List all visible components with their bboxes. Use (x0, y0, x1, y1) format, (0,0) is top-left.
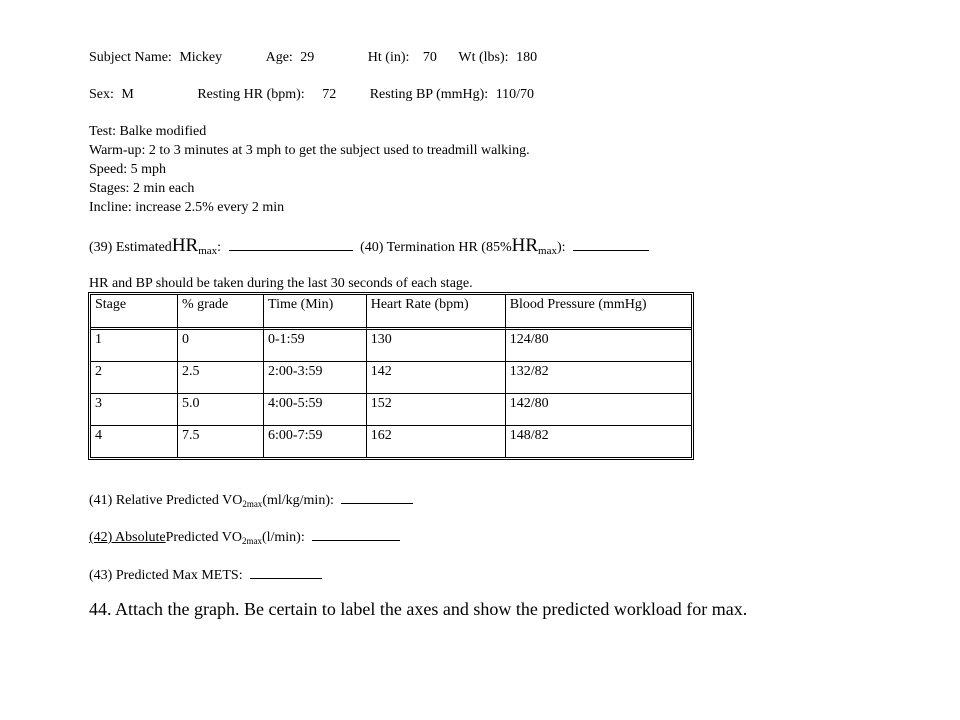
q41-prefix: (41) Relative Predicted VO (89, 493, 243, 508)
subject-name-value: Mickey (179, 50, 223, 65)
cell-time: 6:00-7:59 (264, 426, 367, 457)
cell-stage: 1 (91, 330, 178, 362)
sex-label: Sex: (89, 87, 114, 102)
cell-stage: 4 (91, 426, 178, 457)
header-blood-pressure: Blood Pressure (mmHg) (506, 295, 691, 330)
q40-hr: HR (511, 235, 539, 256)
q42-answer-blank[interactable] (312, 526, 400, 541)
speed-line: Speed: 5 mph (89, 162, 166, 177)
q39-sub: max (198, 245, 218, 257)
q41-answer-blank[interactable] (341, 489, 413, 504)
cell-grade: 2.5 (178, 362, 264, 394)
cell-blood-pressure: 148/82 (509, 428, 549, 443)
cell-time: 4:00-5:59 (264, 394, 367, 426)
question-42 (89, 526, 400, 550)
cell-grade: 0 (178, 330, 264, 362)
exercise-test-table (88, 292, 694, 460)
q41-sub: 2max (242, 499, 263, 509)
resting-hr-label: Resting HR (bpm): (197, 87, 305, 102)
resting-hr-value: 72 (322, 87, 337, 102)
q40-prefix: (40) Termination HR (85% (360, 240, 512, 255)
cell-stage: 2 (91, 362, 178, 394)
sex-value: M (121, 87, 134, 102)
q41-suffix: (ml/kg/min): (262, 493, 334, 508)
warmup-line: Warm-up: 2 to 3 minutes at 3 mph to get the subject used to treadmill walking. (89, 143, 530, 158)
resting-bp-value: 110/70 (495, 87, 535, 102)
cell-blood-pressure: 124/80 (506, 330, 691, 362)
q42-prefix: (42) Absolute (89, 530, 166, 545)
question-44: 44. Attach the graph. Be certain to label the axes and show the predicted workload for max. (89, 599, 748, 619)
table-row (91, 362, 691, 394)
incline-line: Incline: increase 2.5% every 2 min (89, 200, 285, 215)
q42-suffix: (l/min): (261, 530, 305, 545)
subject-name-label: Subject Name: (89, 50, 172, 65)
cell-heart-rate: 152 (367, 394, 506, 426)
q43-answer-blank[interactable] (250, 564, 322, 579)
table-row (91, 394, 691, 426)
weight-value: 180 (516, 50, 538, 65)
table-row (91, 426, 691, 457)
table-row (91, 330, 691, 362)
cell-grade: 7.5 (178, 426, 264, 457)
table-header-row (91, 295, 691, 330)
age-label: Age: (265, 50, 293, 65)
q39-answer-blank[interactable] (229, 236, 353, 251)
q42-middle: Predicted VO (165, 530, 242, 545)
resting-bp-label: Resting BP (mmHg): (369, 87, 489, 102)
q42-sub: 2max (241, 536, 262, 546)
age-value: 29 (300, 50, 315, 65)
cell-time: 0-1:59 (264, 330, 367, 362)
subject-info-row-2 (89, 86, 534, 104)
protocol-description (89, 122, 530, 217)
q43-text: (43) Predicted Max METS: (89, 568, 243, 583)
table-note: HR and BP should be taken during the last 30 seconds of each stage. (89, 276, 473, 291)
weight-label: Wt (lbs): (458, 50, 509, 65)
cell-blood-pressure: 142/80 (506, 394, 691, 426)
header-heart-rate: Heart Rate (bpm) (367, 295, 506, 330)
question-39-40-row (89, 236, 649, 260)
cell-heart-rate: 142 (367, 362, 506, 394)
subject-info-row-1 (89, 49, 537, 67)
q39-prefix: (39) Estimated (89, 240, 172, 255)
q40-suffix: ): (557, 240, 566, 255)
q39-suffix: : (217, 240, 222, 255)
test-line: Test: Balke modified (89, 124, 207, 139)
height-label: Ht (in): (367, 50, 410, 65)
cell-heart-rate: 130 (367, 330, 506, 362)
cell-blood-pressure: 132/82 (506, 362, 691, 394)
q40-answer-blank[interactable] (573, 236, 649, 251)
header-time: Time (Min) (264, 295, 367, 330)
header-stage: Stage (91, 295, 178, 330)
question-41 (89, 489, 413, 513)
height-value: 70 (422, 50, 437, 65)
cell-grade: 5.0 (178, 394, 264, 426)
header-grade: % grade (178, 295, 264, 330)
question-43 (89, 564, 322, 585)
cell-stage: 3 (91, 394, 178, 426)
cell-heart-rate: 162 (367, 426, 506, 457)
q39-hr: HR (171, 235, 199, 256)
stages-line: Stages: 2 min each (89, 181, 195, 196)
cell-time: 2:00-3:59 (264, 362, 367, 394)
q40-sub: max (538, 245, 557, 257)
